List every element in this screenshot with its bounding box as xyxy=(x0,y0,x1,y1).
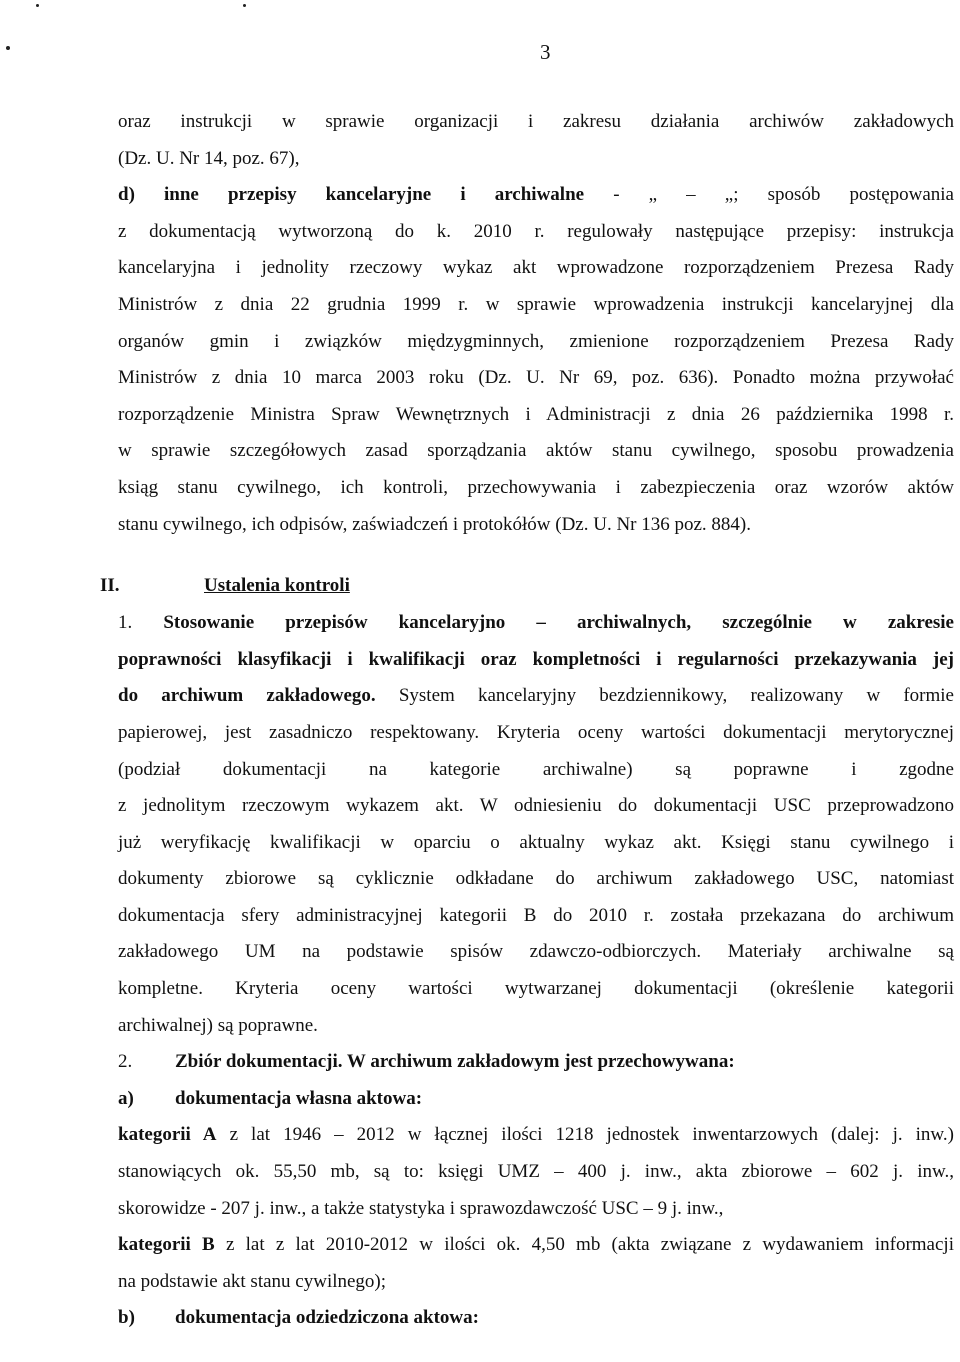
text-line: oraz instrukcji w sprawie organizacji i zakresu działania archiwów zakładowych xyxy=(118,111,954,132)
text-line xyxy=(118,1044,954,1081)
bold-phrase: do archiwum zakładowego. xyxy=(118,685,376,707)
text-line: Ministrów z dnia 10 marca 2003 roku (Dz. U. Nr 69, poz. 636). Ponadto można przywołać xyxy=(118,367,954,389)
text-line: kancelaryjna i jednolity rzeczowy wykaz akt wprowadzone rozporządzeniem Prezesa Rady xyxy=(118,257,954,279)
text-line xyxy=(118,1117,954,1154)
list-item-heading: dokumentacja własna aktowa: xyxy=(175,1087,423,1109)
point-number: 2. xyxy=(118,1051,133,1073)
text-line: poprawności klasyfikacji i kwalifikacji oraz kompletności i regularności przekazywania jej xyxy=(118,648,954,670)
document-body xyxy=(100,104,954,1337)
text-line xyxy=(118,1081,954,1118)
text-line xyxy=(118,678,954,715)
text-span: System kancelaryjny bezdziennikowy, realizowany w formie xyxy=(375,685,954,707)
text-line: w sprawie szczegółowych zasad sporządzania aktów stanu cywilnego, sposobu prowadzenia xyxy=(118,440,954,462)
text-line: papierowej, jest zasadniczo respektowany. Kryteria oceny wartości dokumentacji merytorycznej xyxy=(118,721,954,743)
scan-artifact-dot xyxy=(243,4,246,7)
text-span: z lat 1946 – 2012 w łącznej ilości 1218 jednostek inwentarzowych (dalej: j. inw.) xyxy=(216,1124,954,1146)
section-heading xyxy=(100,567,954,605)
scan-artifact-dot xyxy=(36,4,39,7)
text-line: rozporządzenie Ministra Spraw Wewnętrznych i Administracji z dnia 26 października 1998 r. xyxy=(118,403,954,425)
point-number: 1. xyxy=(118,612,133,634)
text-line: stanowiących ok. 55,50 mb, są to: księgi UMZ – 400 j. inw., akta zbiorowe – 602 j. inw., xyxy=(118,1161,954,1183)
text-line: na podstawie akt stanu cywilnego); xyxy=(118,1270,387,1292)
text-line xyxy=(118,177,954,214)
text-line: skorowidze - 207 j. inw., a także statystyka i sprawozdawczość USC – 9 j. inw., xyxy=(118,1197,724,1219)
text-line: ksiąg stanu cywilnego, ich kontroli, przechowywania i zabezpieczenia oraz wzorów aktów xyxy=(118,476,954,498)
list-label: b) xyxy=(118,1307,135,1329)
list-label: a) xyxy=(118,1087,134,1109)
section-number: II. xyxy=(100,575,120,597)
list-item-heading: dokumentacja odziedziczona aktowa: xyxy=(175,1307,479,1329)
bold-phrase: Stosowanie przepisów kancelaryjno – archiwalnych, szczególnie w zakresie xyxy=(132,612,954,634)
page-number: 3 xyxy=(540,40,551,64)
text-line xyxy=(118,605,954,642)
bold-phrase: kategorii A xyxy=(118,1124,217,1146)
text-span: z lat z lat 2010-2012 w ilości ok. 4,50 mb (akta związane z wydawaniem informacji xyxy=(214,1234,954,1256)
text-line: zakładowego UM na podstawie spisów zdawczo-odbiorczych. Materiały archiwalne są xyxy=(118,941,954,963)
bold-phrase: d) inne przepisy kancelaryjne i archiwalne xyxy=(118,184,585,206)
text-line: z jednolitym rzeczowym wykazem akt. W odniesieniu do dokumentacji USC przeprowadzono xyxy=(118,795,954,817)
bold-phrase: Zbiór dokumentacji. xyxy=(175,1051,343,1073)
text-line: kompletne. Kryteria oceny wartości wytwarzanej dokumentacji (określenie kategorii xyxy=(118,978,954,1000)
text-line: organów gmin i związków międzygminnych, zmienione rozporządzeniem Prezesa Rady xyxy=(118,330,954,352)
text-line: dokumentacja sfery administracyjnej kategorii B do 2010 r. została przekazana do archiwum xyxy=(118,904,954,926)
scan-artifact-dot xyxy=(6,46,10,50)
section-title: Ustalenia kontroli xyxy=(204,575,350,597)
text-line: (Dz. U. Nr 14, poz. 67), xyxy=(118,147,300,169)
text-line: stanu cywilnego, ich odpisów, zaświadczeń i protokółów (Dz. U. Nr 136 poz. 884). xyxy=(118,513,752,535)
text-line: archiwalnej) są poprawne. xyxy=(118,1014,318,1036)
text-line xyxy=(118,1227,954,1264)
bold-phrase: kategorii B xyxy=(118,1234,215,1256)
text-span: - „ – „; sposób postępowania xyxy=(584,184,954,206)
text-line: z dokumentacją wytworzoną do k. 2010 r. regulowały następujące przepisy: instrukcja xyxy=(118,220,954,242)
text-line: już weryfikację kwalifikacji w oparciu o aktualny wykaz akt. Księgi stanu cywilnego i xyxy=(118,831,954,853)
text-line xyxy=(118,1300,954,1337)
spacer xyxy=(118,543,954,567)
text-line: dokumenty zbiorowe są cyklicznie odkładane do archiwum zakładowego USC, natomiast xyxy=(118,868,954,890)
text-line: Ministrów z dnia 22 grudnia 1999 r. w sprawie wprowadzenia instrukcji kancelaryjnej dla xyxy=(118,293,954,315)
text-line: (podział dokumentacji na kategorie archiwalne) są poprawne i zgodne xyxy=(118,758,954,780)
text-span: W archiwum zakładowym jest przechowywana: xyxy=(342,1051,735,1073)
